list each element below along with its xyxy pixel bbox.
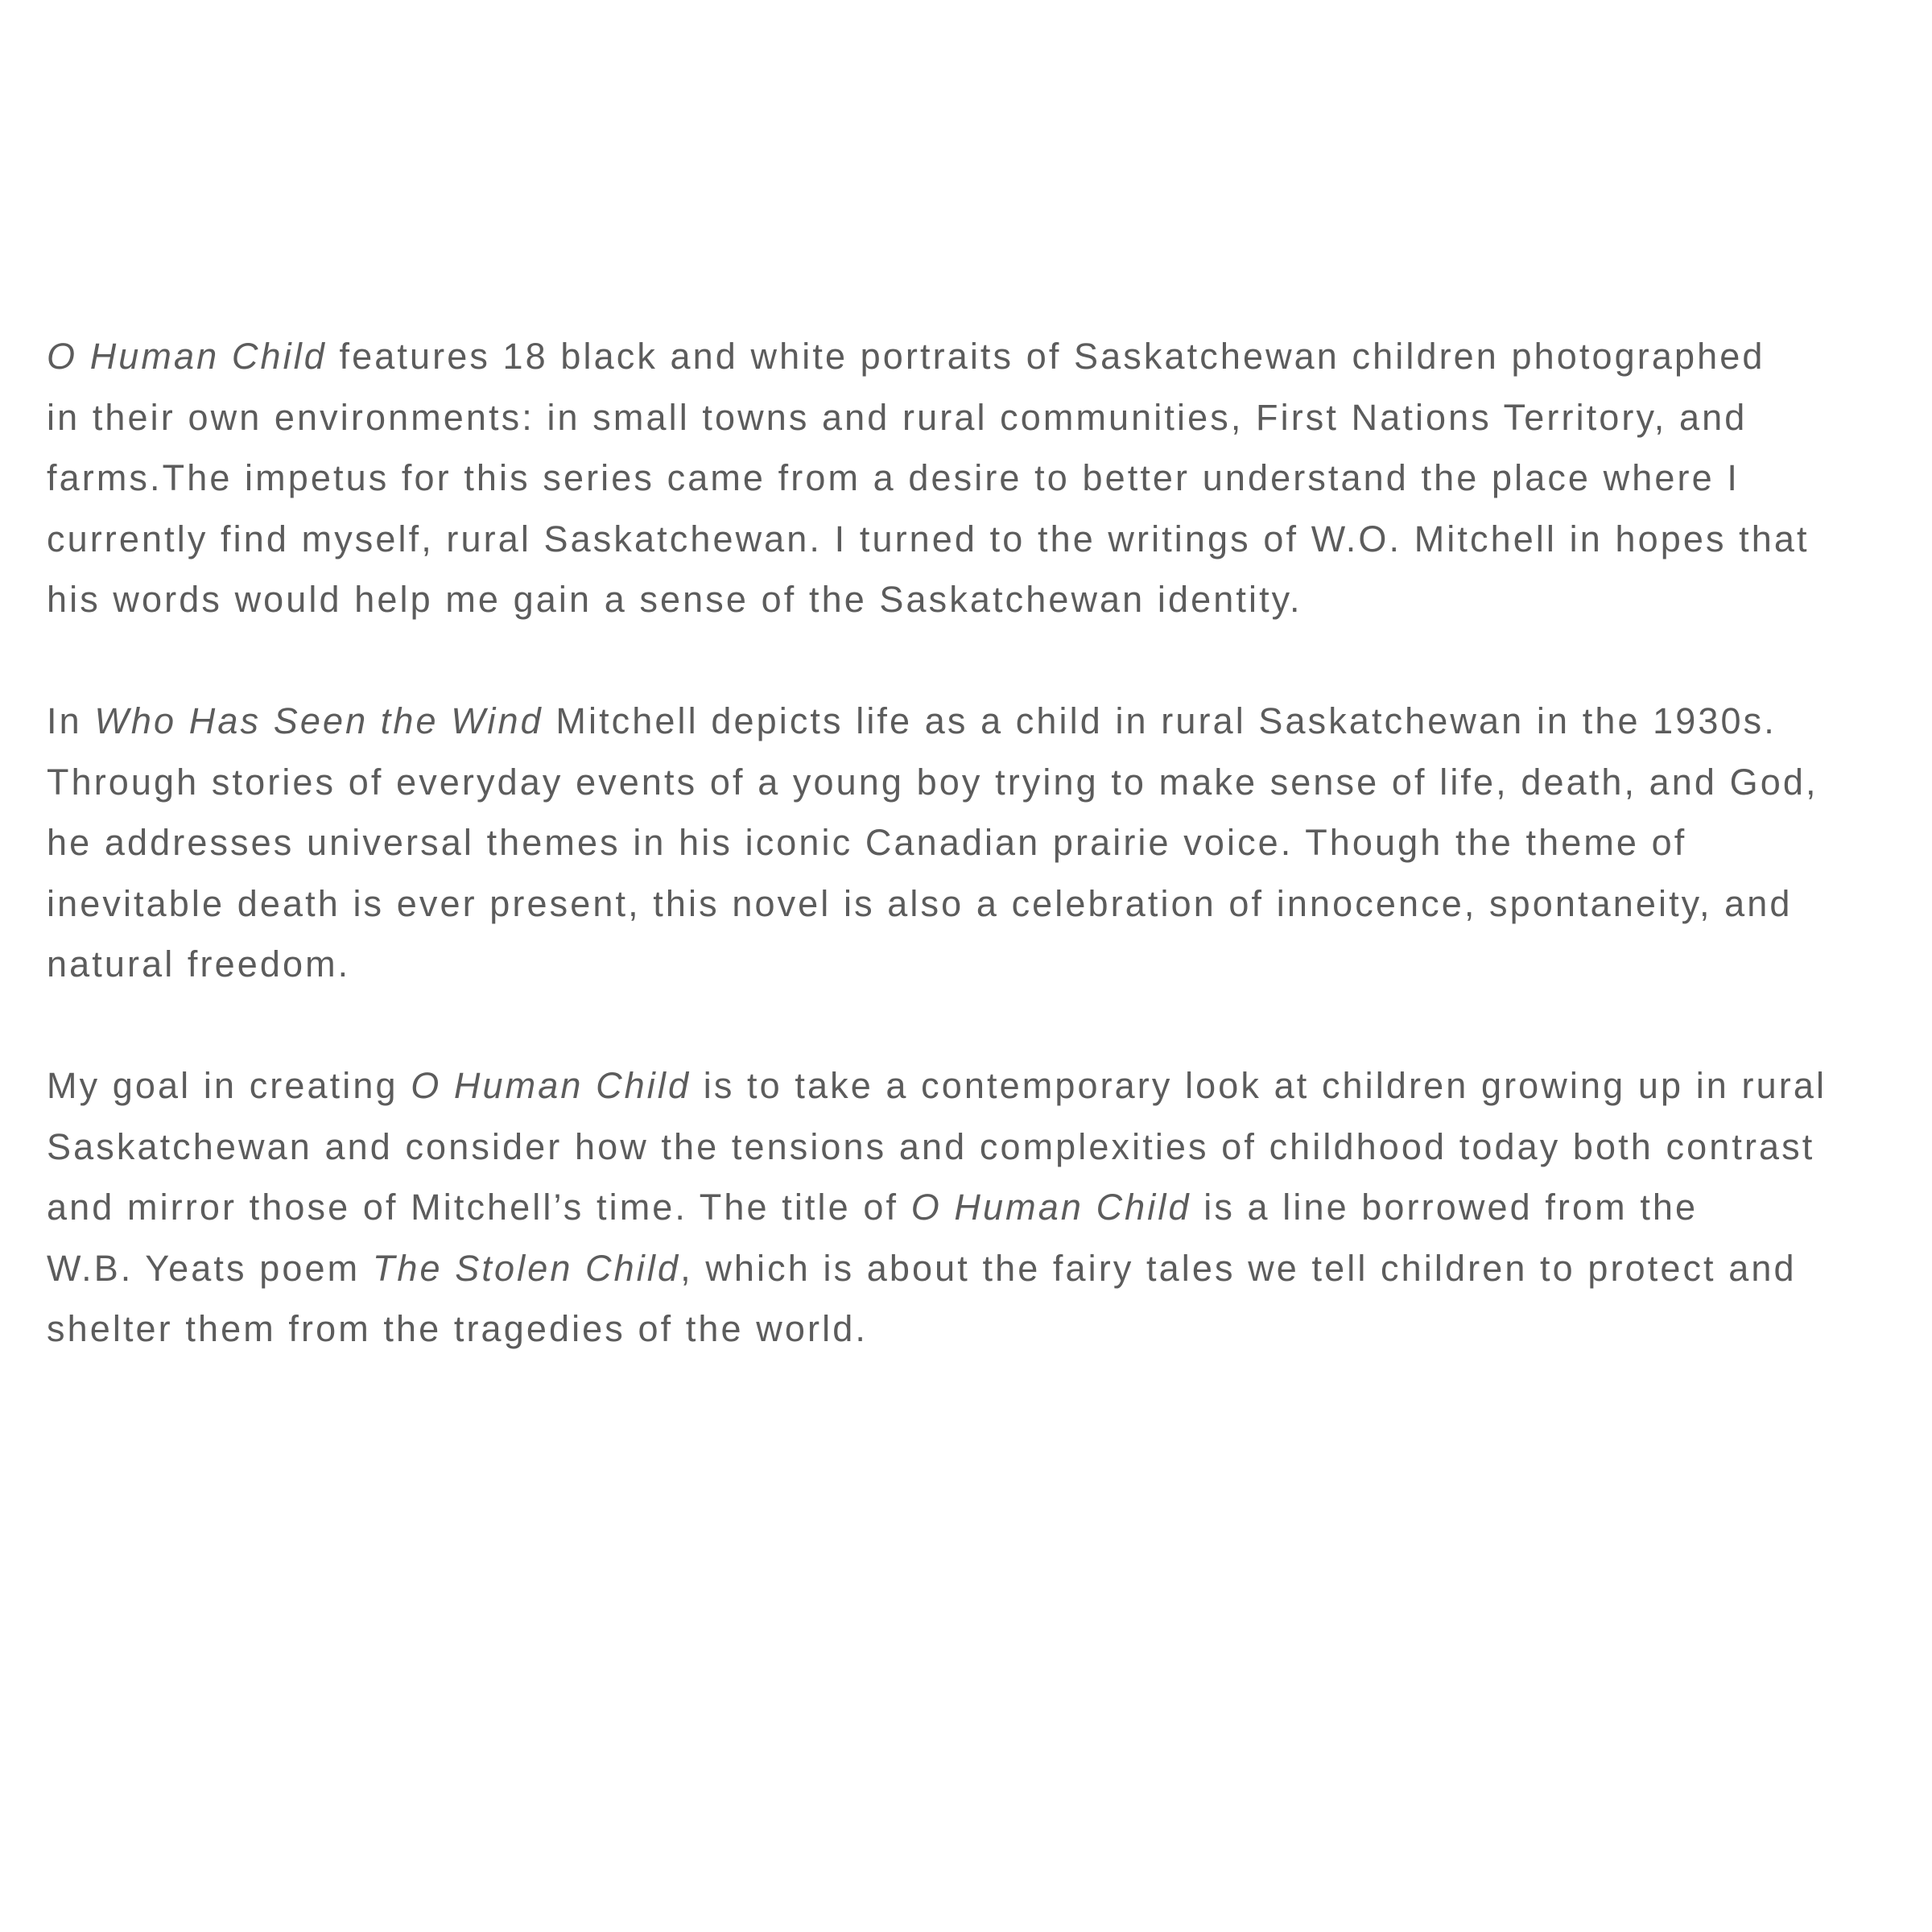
- italic-title: O Human Child: [910, 1187, 1191, 1228]
- text-segment: My goal in creating: [47, 1065, 411, 1106]
- paragraph-mitchell: [47, 691, 1930, 995]
- text-segment: features 18 black and white portraits of Saskatchewan children photographed: [326, 336, 1765, 377]
- text-segment: he addresses universal themes in his iconic Canadian prairie voice. Though the theme of: [47, 822, 1687, 863]
- text-segment: farms.The impetus for this series came from a desire to better understand the place where I: [47, 457, 1740, 498]
- text-segment: shelter them from the tragedies of the world.: [47, 1308, 868, 1349]
- italic-title: O Human Child: [47, 336, 327, 377]
- text-line: [47, 812, 1930, 873]
- text-segment: his words would help me gain a sense of the Saskatchewan identity.: [47, 579, 1302, 620]
- text-segment: in their own environments: in small towns and rural communities, First Nations Territory, and: [47, 396, 1748, 438]
- text-segment: Mitchell depicts life as a child in rural Saskatchewan in the 1930s.: [543, 700, 1777, 741]
- text-segment: W.B. Yeats poem: [47, 1247, 373, 1289]
- text-segment: Through stories of everyday events of a young boy trying to make sense of life, death, and God,: [47, 761, 1818, 803]
- text-line: [47, 569, 1930, 630]
- text-segment: , which is about the fairy tales we tell children to protect and: [680, 1247, 1797, 1289]
- text-segment: currently find myself, rural Saskatchewan. I turned to the writings of W.O. Mitchell in hopes that: [47, 518, 1810, 559]
- text-line: [47, 448, 1930, 509]
- text-line: [47, 509, 1930, 570]
- text-line: [47, 1298, 1930, 1360]
- text-line: [47, 1055, 1930, 1117]
- italic-title: Who Has Seen the Wind: [94, 700, 543, 741]
- paragraph-intro: [47, 326, 1930, 630]
- text-segment: inevitable death is ever present, this novel is also a celebration of innocence, spontaneity, and: [47, 882, 1793, 924]
- text-line: [47, 326, 1930, 387]
- text-line: [47, 934, 1930, 995]
- italic-title: O Human Child: [411, 1065, 691, 1106]
- text-segment: and mirror those of Mitchell’s time. The title of: [47, 1187, 911, 1228]
- text-line: [47, 873, 1930, 935]
- body-text: [47, 326, 1930, 1420]
- text-segment: natural freedom.: [47, 943, 351, 985]
- text-line: [47, 752, 1930, 813]
- text-segment: In: [47, 700, 95, 741]
- text-segment: is to take a contemporary look at children growing up in rural: [691, 1065, 1827, 1106]
- text-line: [47, 1117, 1930, 1178]
- italic-title: The Stolen Child: [372, 1247, 681, 1289]
- paragraph-goal: [47, 1055, 1930, 1360]
- text-line: [47, 691, 1930, 752]
- text-segment: Saskatchewan and consider how the tensions and complexities of childhood today both contrast: [47, 1125, 1815, 1167]
- text-line: [47, 1238, 1930, 1299]
- text-line: [47, 387, 1930, 448]
- text-segment: is a line borrowed from the: [1191, 1187, 1699, 1228]
- text-line: [47, 1177, 1930, 1238]
